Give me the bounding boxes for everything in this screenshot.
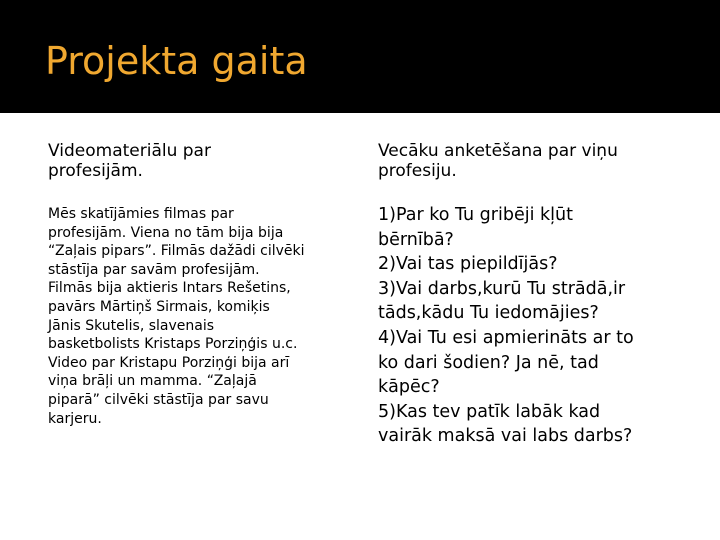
left-column-heading: Videomateriālu par profesijām. bbox=[48, 141, 211, 181]
slide-title: Projekta gaita bbox=[45, 39, 308, 83]
question-list bbox=[378, 203, 708, 449]
right-column-heading: Vecāku anketēšana par viņu profesiju. bbox=[378, 141, 618, 181]
question-item-5: 5)Kas tev patīk labāk kad vairāk maksā vai labs darbs? bbox=[378, 401, 633, 447]
slide-body bbox=[0, 113, 720, 540]
left-column-paragraph: Mēs skatījāmies filmas par profesijām. Viena no tām bija bija “Zaļais pipars”. Filmās dažādi cilvēki stāstīja par savām profesijām. Filmās bija aktieris Intars Rešetins, pavārs Mārtiņš Sirmais, komiķis Jānis Skutelis, slavenais basketbolists Kristaps Porziņģis u.c. Video par Kristapu Porziņģi bija arī viņa brāļi un mamma. “Zaļajā piparā” cilvēki stāstīja par savu karjeru. bbox=[48, 206, 305, 427]
question-item-1: 1)Par ko Tu gribēji kļūt bērnībā? bbox=[378, 205, 573, 250]
question-item-3: 3)Vai darbs,kurū Tu strādā,ir tāds,kādu Tu iedomājies? bbox=[378, 278, 626, 324]
question-item-2: 2)Vai tas piepildījās? bbox=[378, 254, 558, 275]
question-item-4: 4)Vai Tu esi apmierināts ar to ko dari šodien? Ja nē, tad kāpēc? bbox=[378, 327, 634, 398]
slide-header bbox=[0, 0, 720, 113]
